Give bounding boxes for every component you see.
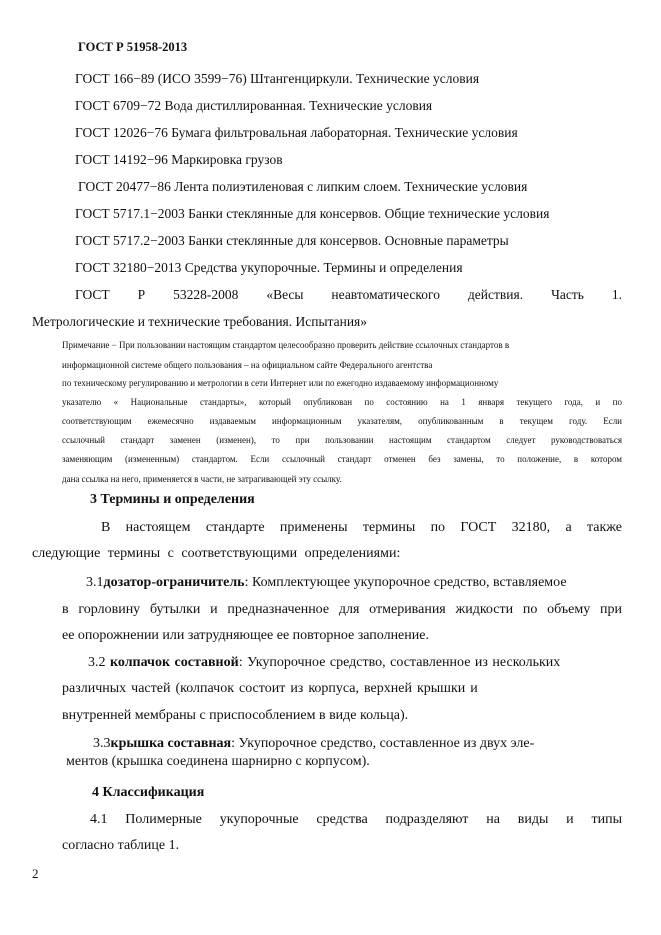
term-number: 3.1 [86, 575, 104, 590]
reference-item: ГОСТ 20477−86 Лента полиэтиленовая с липким слоем. Технические условия [78, 179, 528, 194]
section-4-paragraph-cont: согласно таблице 1. [62, 838, 180, 853]
term-3-2 [88, 655, 560, 671]
note-line: Примечание − При пользовании настоящим стандартом целесообразно проверить действие ссылочных стандартов в [62, 340, 510, 350]
term-definition: : Укупорочное средство, составленное из нескольких [238, 655, 561, 670]
term-definition-cont: внутренней мембраны с приспособлением в виде кольца). [62, 708, 409, 723]
reference-item: ГОСТ 32180−2013 Средства укупорочные. Термины и определения [75, 260, 463, 275]
section-3-intro-cont: следующие термины с соответствующими определениями: [32, 546, 401, 561]
note-line: по техническому регулированию и метрологии в сети Интернет или по ежегодно издаваемому информационному [62, 378, 499, 388]
term-definition: : Укупорочное средство, составленное из двух эле- [231, 736, 535, 751]
section-3-title: 3 Термины и определения [90, 492, 255, 507]
document-header: ГОСТ Р 51958-2013 [78, 40, 188, 54]
section-4-paragraph: 4.1 Полимерные укупорочные средства подразделяют на виды и типы [90, 812, 622, 827]
term-definition: : Комплектующее укупорочное средство, вставляемое [244, 575, 567, 590]
term-definition-cont: ментов (крышка соединена шарнирно с корпусом). [66, 754, 370, 769]
section-4-title: 4 Классификация [92, 785, 205, 800]
term-name: крышка составная [110, 736, 232, 751]
reference-item: ГОСТ 166−89 (ИСО 3599−76) Штангенциркули. Технические условия [75, 71, 480, 86]
note-line: заменяющим (измененным) стандартом. Если ссылочный стандарт отменен без замены, то положение, в котором [62, 454, 622, 464]
reference-item-last-cont: Метрологические и технические требования. Испытания» [32, 314, 368, 329]
reference-item-last: ГОСТ Р 53228-2008 «Весы неавтоматического действия. Часть 1. [75, 287, 622, 302]
note-line: ссылочный стандарт заменен (изменен), то при пользовании настоящим стандартом следует руководствоваться [62, 435, 622, 445]
section-3-intro: В настоящем стандарте применены термины по ГОСТ 32180, а также [101, 520, 622, 535]
note-line: соответствующим ежемесячно издаваемым информационным указателям, опубликованным в текущем году. Если [62, 416, 622, 426]
reference-item: ГОСТ 5717.1−2003 Банки стеклянные для консервов. Общие технические условия [75, 206, 550, 221]
term-name: дозатор-ограничитель [103, 575, 245, 590]
reference-item: ГОСТ 12026−76 Бумага фильтровальная лабораторная. Технические условия [75, 125, 518, 140]
reference-item: ГОСТ 6709−72 Вода дистиллированная. Технические условия [75, 98, 433, 113]
term-name: колпачок составной [110, 655, 239, 670]
reference-item: ГОСТ 14192−96 Маркировка грузов [75, 152, 283, 167]
reference-item: ГОСТ 5717.2−2003 Банки стеклянные для консервов. Основные параметры [75, 233, 509, 248]
term-definition-cont: в горловину бутылки и предназначенное для отмеривания жидкости по объему при [62, 602, 622, 617]
term-3-1 [86, 575, 567, 591]
term-number: 3.2 [88, 655, 106, 670]
page-number: 2 [32, 866, 39, 881]
term-definition-cont: ее опорожнении или затрудняющее ее повторное заполнение. [62, 628, 429, 643]
term-3-3 [93, 736, 534, 752]
note-line: указателю « Национальные стандарты», который опубликован по состоянию на 1 января текущего года, и по [62, 397, 622, 407]
term-number: 3.3 [93, 736, 111, 751]
term-definition-cont: различных частей (колпачок состоит из корпуса, верхней крышки и [62, 681, 478, 696]
note-line: информационной системе общего пользования – на официальном сайте Федерального агентства [62, 360, 433, 370]
note-line: дана ссылка на него, применяется в части, не затрагивающей эту ссылку. [62, 474, 342, 484]
